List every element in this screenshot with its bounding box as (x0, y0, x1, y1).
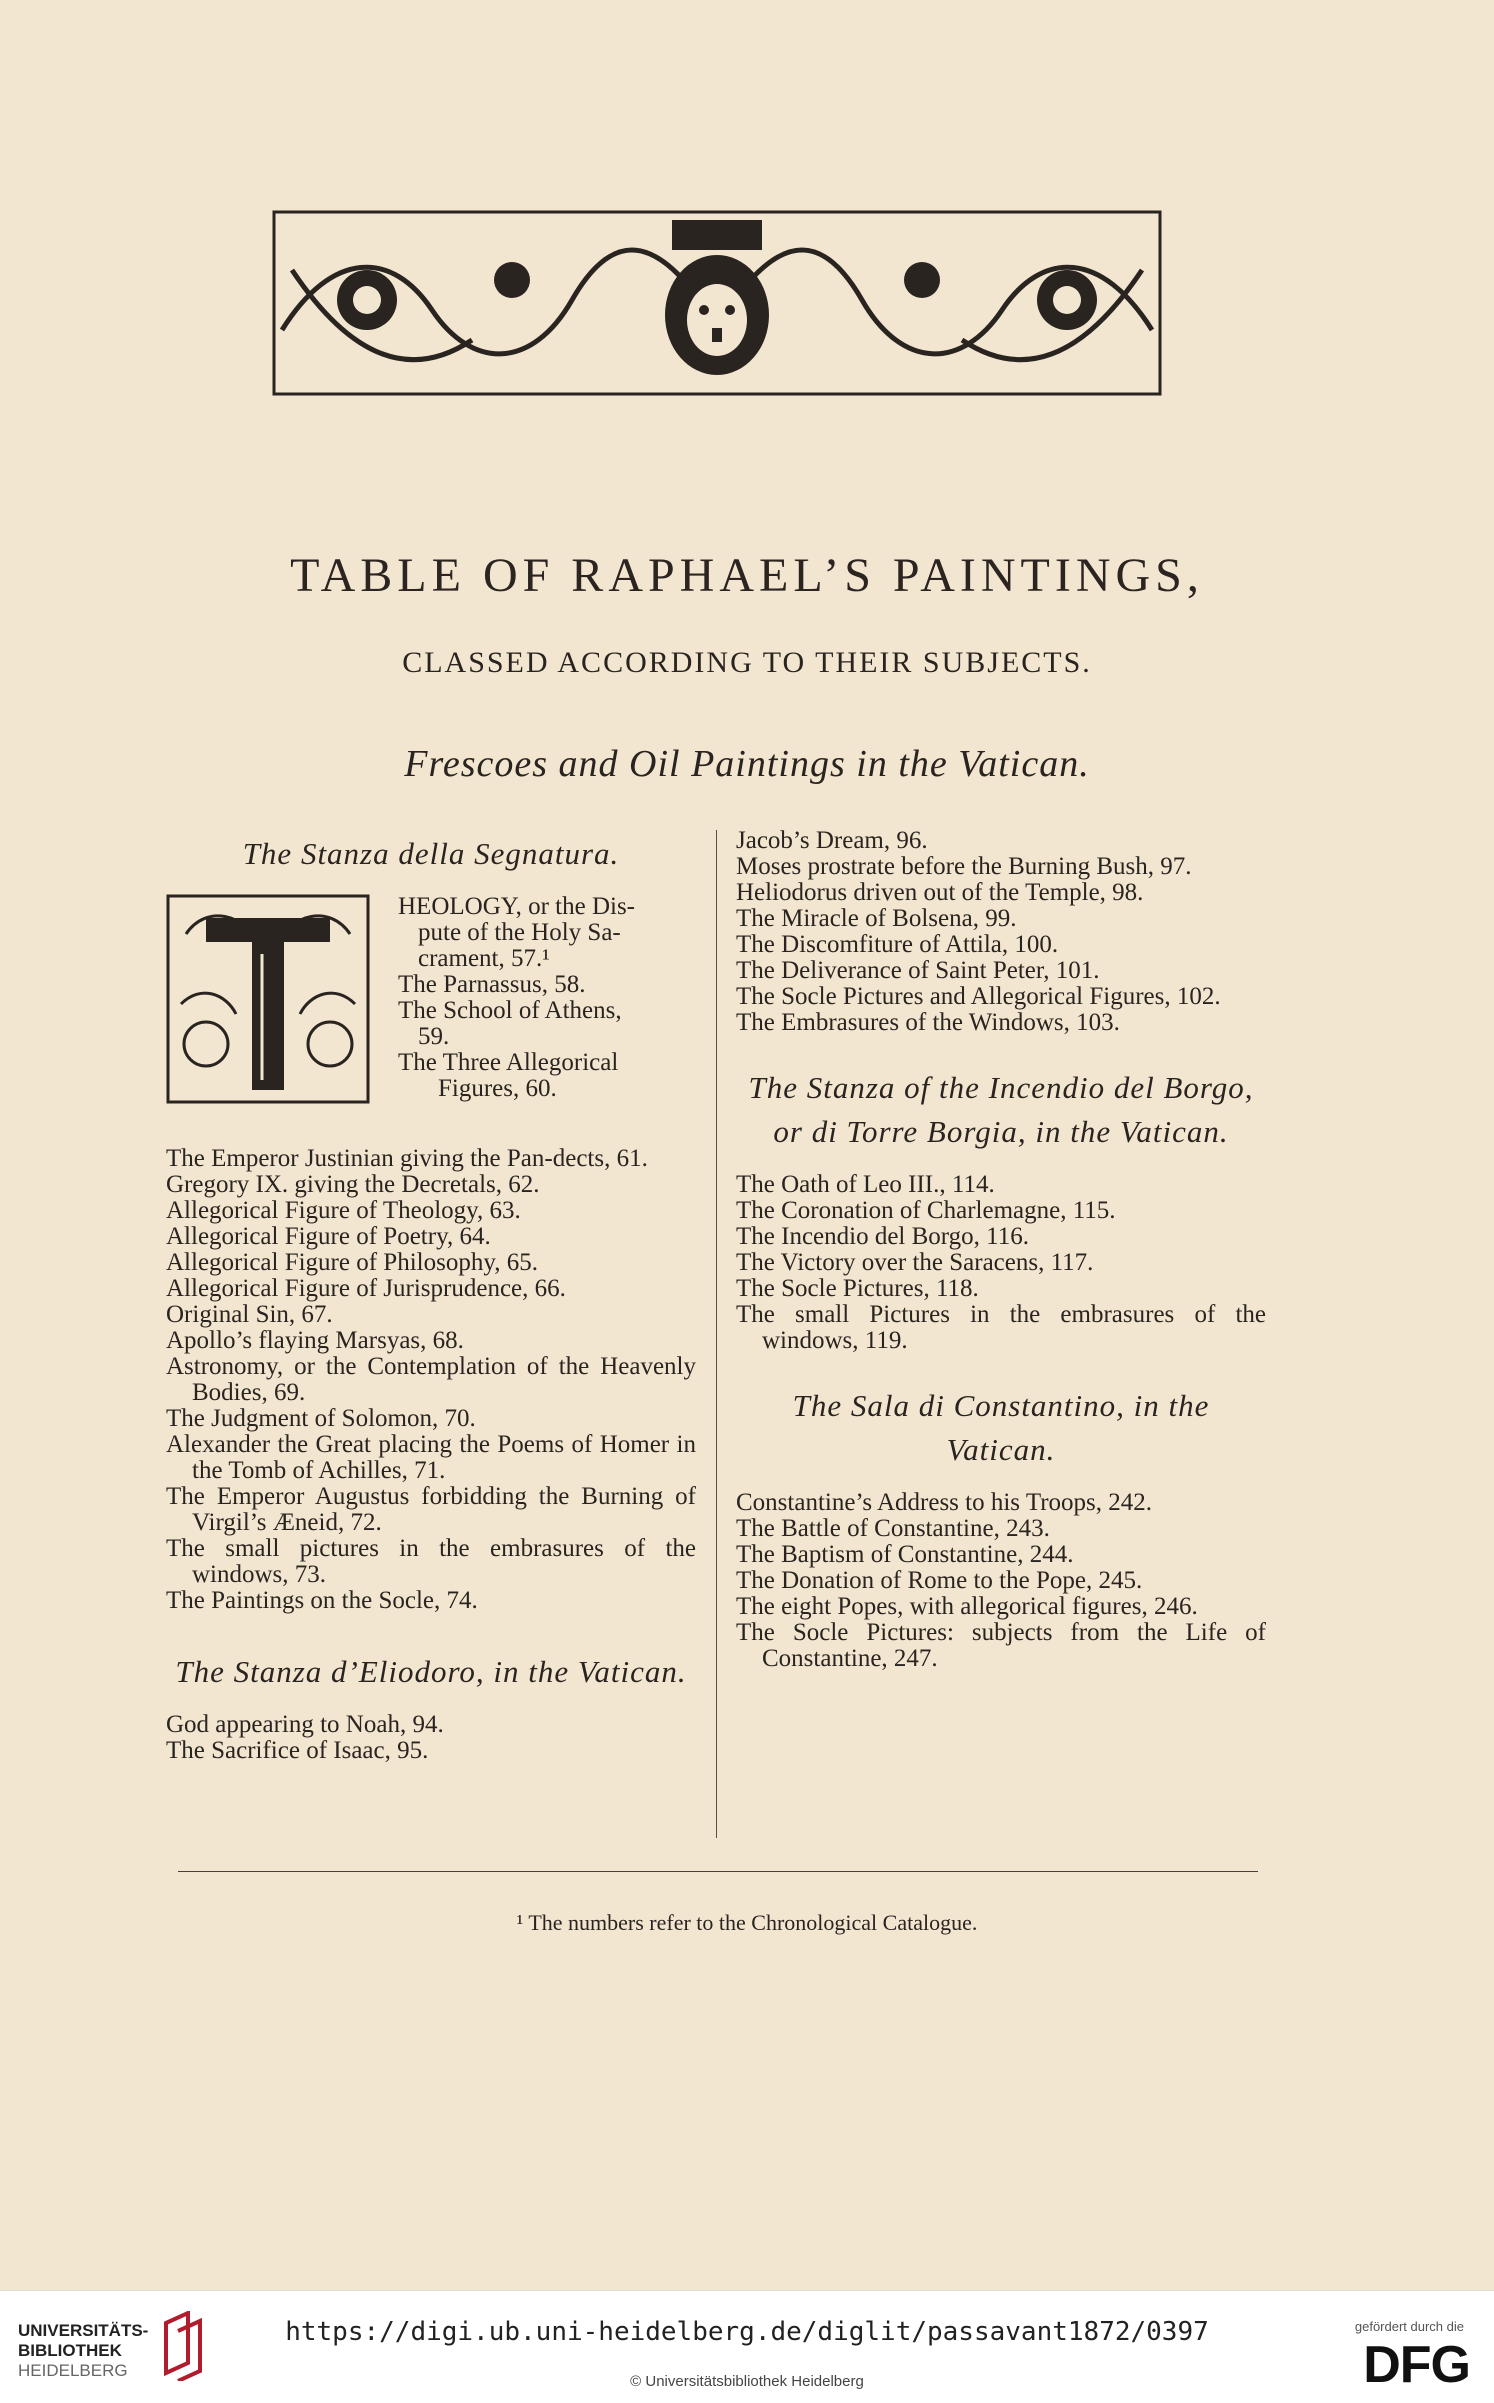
subsection-title-segnatura: The Stanza della Segnatura. (242, 836, 620, 871)
list-item: Allegorical Figure of Jurisprudence, 66. (166, 1275, 566, 1302)
library-name-line: BIBLIOTHEK (18, 2341, 122, 2360)
subsection-title-eliodoro: The Stanza d’Eliodoro, in the Vatican. (175, 1654, 687, 1689)
list-item: The Discomfiture of Attila, 100. (736, 931, 1059, 958)
dropcap-line: pute of the Holy Sa- (418, 919, 621, 946)
eliodoro-list (166, 1712, 696, 1764)
list-item: Apollo’s flaying Marsyas, 68. (166, 1327, 464, 1354)
list-item: The small pictures in the embrasures of the windows, 73. (166, 1535, 696, 1588)
dropcap-line: crament, 57.¹ (418, 945, 550, 972)
incendio-list (736, 1172, 1266, 1354)
list-item: Jacob’s Dream, 96. (736, 827, 928, 854)
dropcap-letter-t-icon (166, 894, 370, 1104)
footnote: ¹ The numbers refer to the Chronological Catalogue. (516, 1910, 978, 1935)
list-item: The Embrasures of the Windows, 103. (736, 1009, 1120, 1036)
copyright-notice: © Universitätsbibliothek Heidelberg (630, 2373, 864, 2390)
segnatura-list (166, 1146, 696, 1614)
list-item: The Judgment of Solomon, 70. (166, 1405, 476, 1432)
footer-bar (0, 2290, 1494, 2403)
page-subtitle: CLASSED ACCORDING TO THEIR SUBJECTS. (402, 646, 1092, 679)
library-name-line: UNIVERSITÄTS- (18, 2321, 149, 2340)
constantino-list (736, 1490, 1266, 1672)
decorative-headpiece (272, 210, 1162, 396)
dropcap-line: Figures, 60. (438, 1075, 557, 1102)
right-column (736, 826, 1266, 1672)
list-item: The small Pictures in the embrasures of the windows, 119. (736, 1301, 1266, 1354)
list-item: The Deliverance of Saint Peter, 101. (736, 957, 1100, 984)
library-name-line: HEIDELBERG (18, 2361, 128, 2380)
dropcap-line: The Three Allegorical (398, 1049, 619, 1076)
footnote-rule (178, 1871, 1258, 1872)
dropcap-line: The School of Athens, (398, 997, 622, 1024)
list-item: The Paintings on the Socle, 74. (166, 1587, 478, 1614)
page-title: TABLE OF RAPHAEL’S PAINTINGS, (290, 549, 1204, 602)
list-item: God appearing to Noah, 94. (166, 1711, 444, 1738)
list-item: The Coronation of Charlemagne, 115. (736, 1197, 1116, 1224)
dfg-caption: gefördert durch die (1354, 2319, 1464, 2334)
subsection-title-incendio: The Stanza of the Incendio del Borgo, or di Torre Borgia, in the Vatican. (748, 1070, 1254, 1149)
list-item: The Victory over the Saracens, 117. (736, 1249, 1094, 1276)
list-item: Allegorical Figure of Philosophy, 65. (166, 1249, 538, 1276)
list-item: The Donation of Rome to the Pope, 245. (736, 1567, 1143, 1594)
column-divider (716, 830, 717, 1838)
list-item: Allegorical Figure of Theology, 63. (166, 1197, 521, 1224)
list-item: Allegorical Figure of Poetry, 64. (166, 1223, 491, 1250)
list-item: Constantine’s Address to his Troops, 242. (736, 1489, 1153, 1516)
list-item: Heliodorus driven out of the Temple, 98. (736, 879, 1144, 906)
list-item: Alexander the Great placing the Poems of Homer in the Tomb of Achilles, 71. (166, 1431, 696, 1484)
list-item: The Socle Pictures, 118. (736, 1275, 979, 1302)
list-item: The eight Popes, with allegorical figures, 246. (736, 1593, 1198, 1620)
list-item: The Oath of Leo III., 114. (736, 1171, 995, 1198)
list-item: The Socle Pictures: subjects from the Life of Constantine, 247. (736, 1619, 1266, 1672)
list-item: The Sacrifice of Isaac, 95. (166, 1737, 429, 1764)
left-column (166, 826, 696, 1764)
list-item: The Battle of Constantine, 243. (736, 1515, 1050, 1542)
list-item: The Emperor Augustus forbidding the Burning of Virgil’s Æneid, 72. (166, 1483, 696, 1536)
list-item: The Miracle of Bolsena, 99. (736, 905, 1017, 932)
dropcap-block (166, 894, 696, 1146)
subsection-title-constantino: The Sala di Constantino, in the Vatican. (792, 1388, 1210, 1467)
dropcap-line: 59. (418, 1023, 450, 1050)
dropcap-line: HEOLOGY, or the Dis- (398, 893, 636, 920)
list-item: The Baptism of Constantine, 244. (736, 1541, 1074, 1568)
permalink-url[interactable]: https://digi.ub.uni-heidelberg.de/diglit/passavant1872/0397 (285, 2317, 1209, 2347)
list-item: Original Sin, 67. (166, 1301, 333, 1328)
section-heading: Frescoes and Oil Paintings in the Vatican. (404, 743, 1090, 785)
eliodoro-list-continued (736, 828, 1266, 1036)
list-item: Astronomy, or the Contemplation of the Heavenly Bodies, 69. (166, 1353, 696, 1406)
list-item: The Emperor Justinian giving the Pan-dects, 61. (166, 1145, 648, 1172)
dropcap-line: The Parnassus, 58. (398, 971, 586, 998)
list-item: Moses prostrate before the Burning Bush, 97. (736, 853, 1192, 880)
dfg-logo: DFG (1363, 2336, 1470, 2394)
list-item: The Incendio del Borgo, 116. (736, 1223, 1029, 1250)
list-item: Gregory IX. giving the Decretals, 62. (166, 1171, 540, 1198)
list-item: The Socle Pictures and Allegorical Figures, 102. (736, 983, 1221, 1010)
